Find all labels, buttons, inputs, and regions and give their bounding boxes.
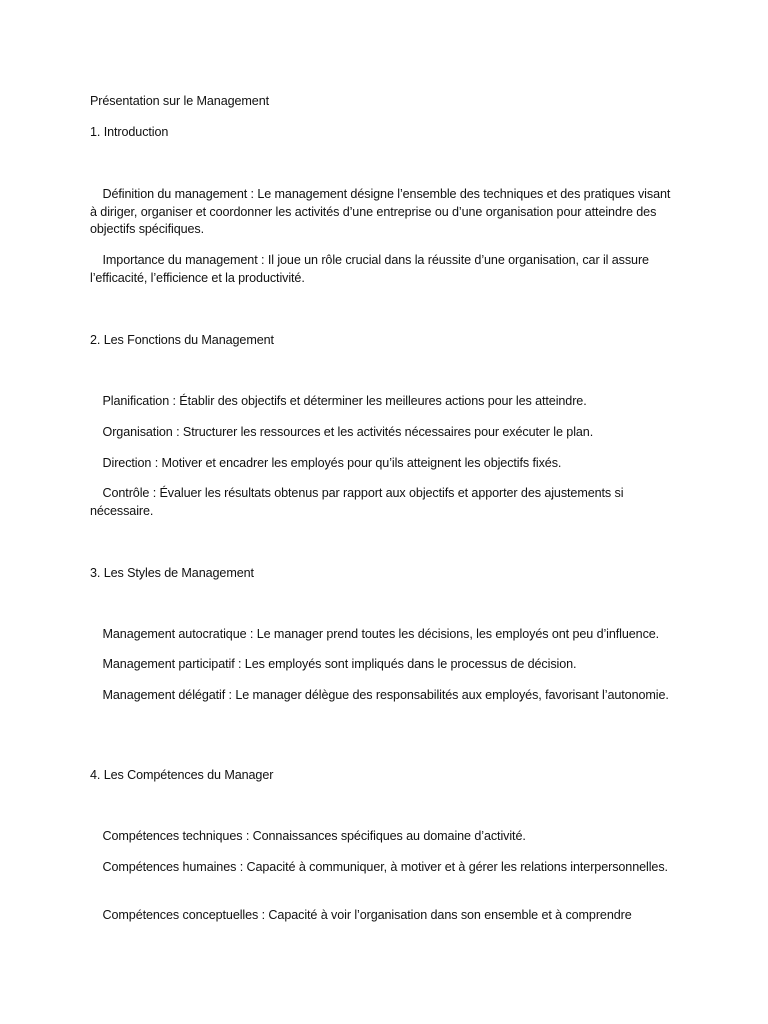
paragraph <box>90 656 680 674</box>
paragraph-text: : Capacité à communiquer, à motiver et à gérer les relations interpersonnelles. <box>236 860 668 874</box>
paragraph-label: Planification <box>102 394 170 408</box>
section-heading: 4. Les Compétences du Manager <box>90 768 274 782</box>
paragraph <box>90 485 680 520</box>
paragraph <box>90 859 680 877</box>
paragraph-label: Management participatif <box>102 657 235 671</box>
paragraph-text: : Les employés sont impliqués dans le processus de décision. <box>234 657 577 671</box>
paragraph <box>90 424 680 442</box>
paragraph-label: Compétences techniques <box>102 829 243 843</box>
paragraph-label: Contrôle <box>102 486 150 500</box>
section-heading: 1. Introduction <box>90 125 169 139</box>
paragraph-label: Importance du management <box>102 253 258 267</box>
paragraph-text: : Le manager prend toutes les décisions, les employés ont peu d’influence. <box>246 627 660 641</box>
paragraph-label: Management délégatif <box>102 688 226 702</box>
paragraph-text: : Motiver et encadrer les employés pour qu’ils atteignent les objectifs fixés. <box>151 456 562 470</box>
paragraph <box>90 252 680 287</box>
paragraph-label: Compétences humaines <box>102 860 237 874</box>
paragraph <box>90 687 680 705</box>
paragraph <box>90 186 680 239</box>
paragraph-text: : Établir des objectifs et déterminer les meilleures actions pour les atteindre. <box>169 394 587 408</box>
paragraph-text: : Capacité à voir l’organisation dans son ensemble et à comprendre <box>258 908 632 922</box>
paragraph-label: Définition du management <box>102 187 248 201</box>
paragraph-text: : Le manager délègue des responsabilités aux employés, favorisant l’autonomie. <box>225 688 669 702</box>
paragraph <box>90 455 680 473</box>
section-heading: 3. Les Styles de Management <box>90 566 254 580</box>
paragraph <box>90 828 680 846</box>
paragraph-text: : Connaissances spécifiques au domaine d’activité. <box>242 829 526 843</box>
paragraph-label: Management autocratique <box>102 627 247 641</box>
paragraph-label: Direction <box>102 456 152 470</box>
paragraph-label: Compétences conceptuelles <box>102 908 259 922</box>
paragraph-text: : Évaluer les résultats obtenus par rapport aux objectifs et apporter des ajustements si nécessaire. <box>90 486 624 518</box>
paragraph <box>90 626 680 644</box>
document-title: Présentation sur le Management <box>90 94 270 108</box>
paragraph-text: : Le management désigne l’ensemble des techniques et des pratiques visant à diriger, organiser et coordonner les activités d’une entreprise ou d’une organisation pour atteindre des objectifs spécifiques. <box>90 187 671 237</box>
paragraph <box>90 907 680 925</box>
paragraph-text: : Structurer les ressources et les activités nécessaires pour exécuter le plan. <box>172 425 594 439</box>
section-heading: 2. Les Fonctions du Management <box>90 333 274 347</box>
paragraph-text: : Il joue un rôle crucial dans la réussite d’une organisation, car il assure l’efficacité, l’efficience et la productivité. <box>90 253 649 285</box>
paragraph-label: Organisation <box>102 425 173 439</box>
paragraph <box>90 393 680 411</box>
document-page <box>90 0 690 1024</box>
